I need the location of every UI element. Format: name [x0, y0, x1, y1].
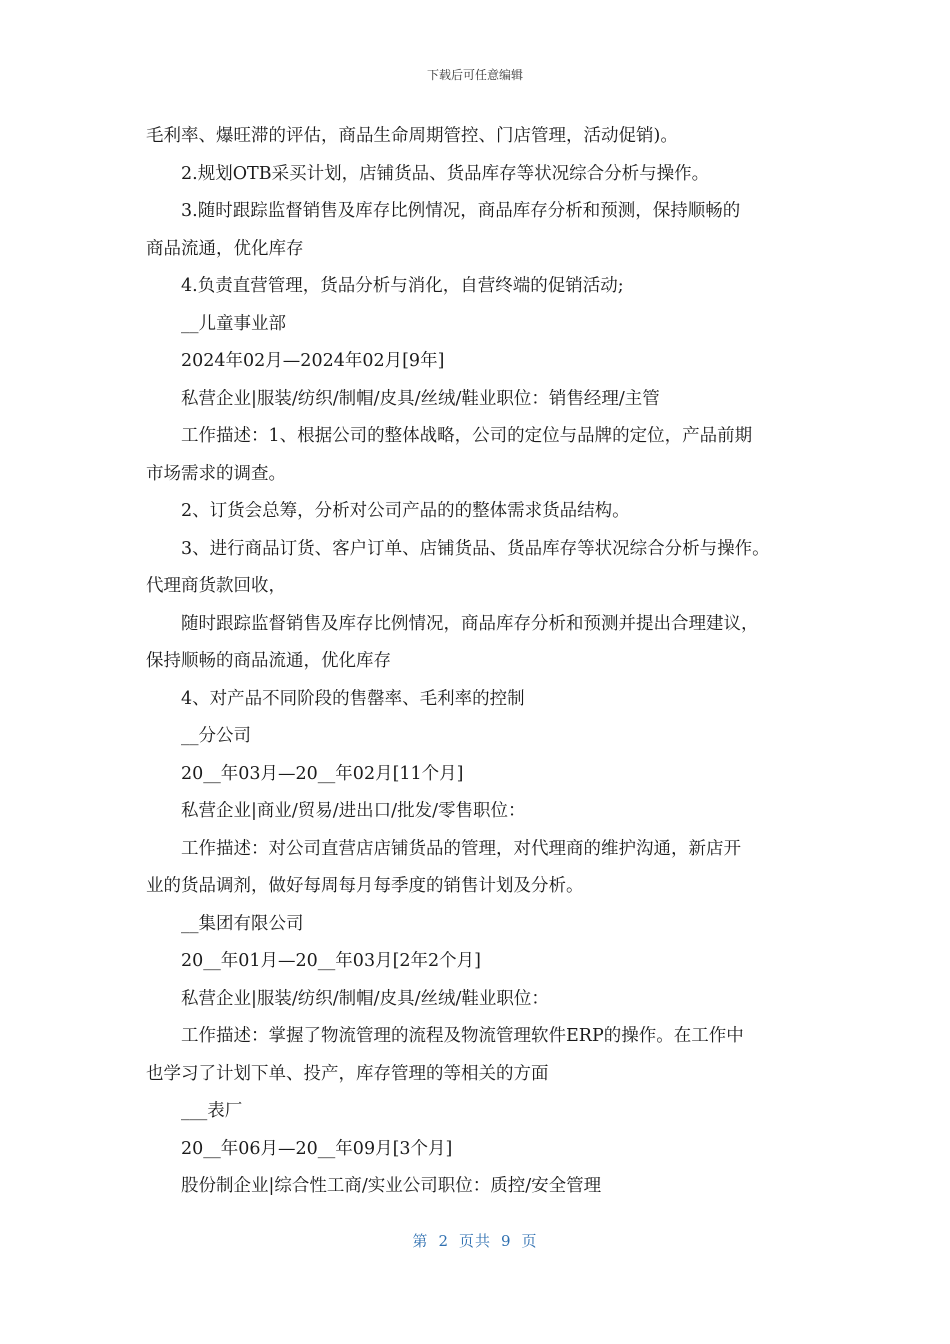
text-line: 股份制企业|综合性工商/实业公司职位：质控/安全管理 [181, 1176, 602, 1196]
text-line: 20__年03月—20__年02月[11个月] [181, 763, 464, 784]
text-line: 2、订货会总筹，分析对公司产品的的整体需求货品结构。 [181, 501, 630, 521]
text-line: __集团有限公司 [181, 913, 304, 934]
text-line: 工作描述：1、根据公司的整体战略，公司的定位与品牌的定位，产品前期 [181, 426, 753, 446]
page-footer [0, 1230, 950, 1251]
text-line: __分公司 [181, 726, 251, 746]
text-line: 私营企业|服装/纺织/制帽/皮具/丝绒/鞋业职位： [181, 988, 549, 1009]
text-line: 私营企业|商业/贸易/进出口/批发/零售职位： [181, 801, 526, 821]
text-line: 20__年06月—20__年09月[3个月] [181, 1138, 453, 1159]
text-line: 4、对产品不同阶段的售罄率、毛利率的控制 [181, 688, 525, 709]
text-line: 20__年01月—20__年03月[2年2个月] [181, 951, 481, 971]
footer-page-number: 2 [438, 1232, 449, 1250]
text-line: 保持顺畅的商品流通，优化库存 [146, 651, 391, 671]
text-line: 2.规划OTB采买计划，店铺货品、货品库存等状况综合分析与操作。 [181, 163, 710, 184]
text-line: 随时跟踪监督销售及库存比例情况，商品库存分析和预测并提出合理建议， [181, 613, 759, 634]
text-line: 2024年02月—2024年02月[9年] [181, 351, 445, 371]
text-line: 业的货品调剂，做好每周每月每季度的销售计划及分析。 [146, 876, 584, 896]
text-line: 代理商货款回收， [146, 576, 286, 596]
text-line: 工作描述：掌握了物流管理的流程及物流管理软件ERP的操作。在工作中 [181, 1026, 744, 1046]
text-line: 商品流通，优化库存 [146, 238, 304, 259]
text-line: 也学习了计划下单、投产，库存管理的等相关的方面 [146, 1063, 549, 1084]
text-line: 毛利率、爆旺滞的评估，商品生命周期管控、门店管理，活动促销)。 [146, 126, 678, 146]
text-line: __儿童事业部 [181, 313, 286, 334]
page-header: 下载后可任意编辑 [426, 68, 523, 82]
footer-total-pages: 9 [501, 1232, 512, 1250]
document-body [146, 118, 810, 1206]
text-line: 3、进行商品订货、客户订单、店铺货品、货品库存等状况综合分析与操作。 [181, 538, 770, 559]
text-line: 私营企业|服装/纺织/制帽/皮具/丝绒/鞋业职位：销售经理/主管 [181, 388, 660, 409]
text-line: 工作描述：对公司直营店店铺货品的管理，对代理商的维护沟通，新店开 [181, 838, 741, 859]
footer-prefix: 第 [412, 1232, 429, 1250]
text-line: 4.负责直营管理，货品分析与消化，自营终端的促销活动; [181, 276, 624, 296]
text-line: 3.随时跟踪监督销售及库存比例情况，商品库存分析和预测，保持顺畅的 [181, 201, 741, 221]
text-line: ___表厂 [181, 1101, 243, 1121]
text-line: 市场需求的调查。 [146, 463, 286, 484]
footer-suffix: 页 [521, 1232, 538, 1250]
footer-middle: 页共 [458, 1232, 491, 1250]
